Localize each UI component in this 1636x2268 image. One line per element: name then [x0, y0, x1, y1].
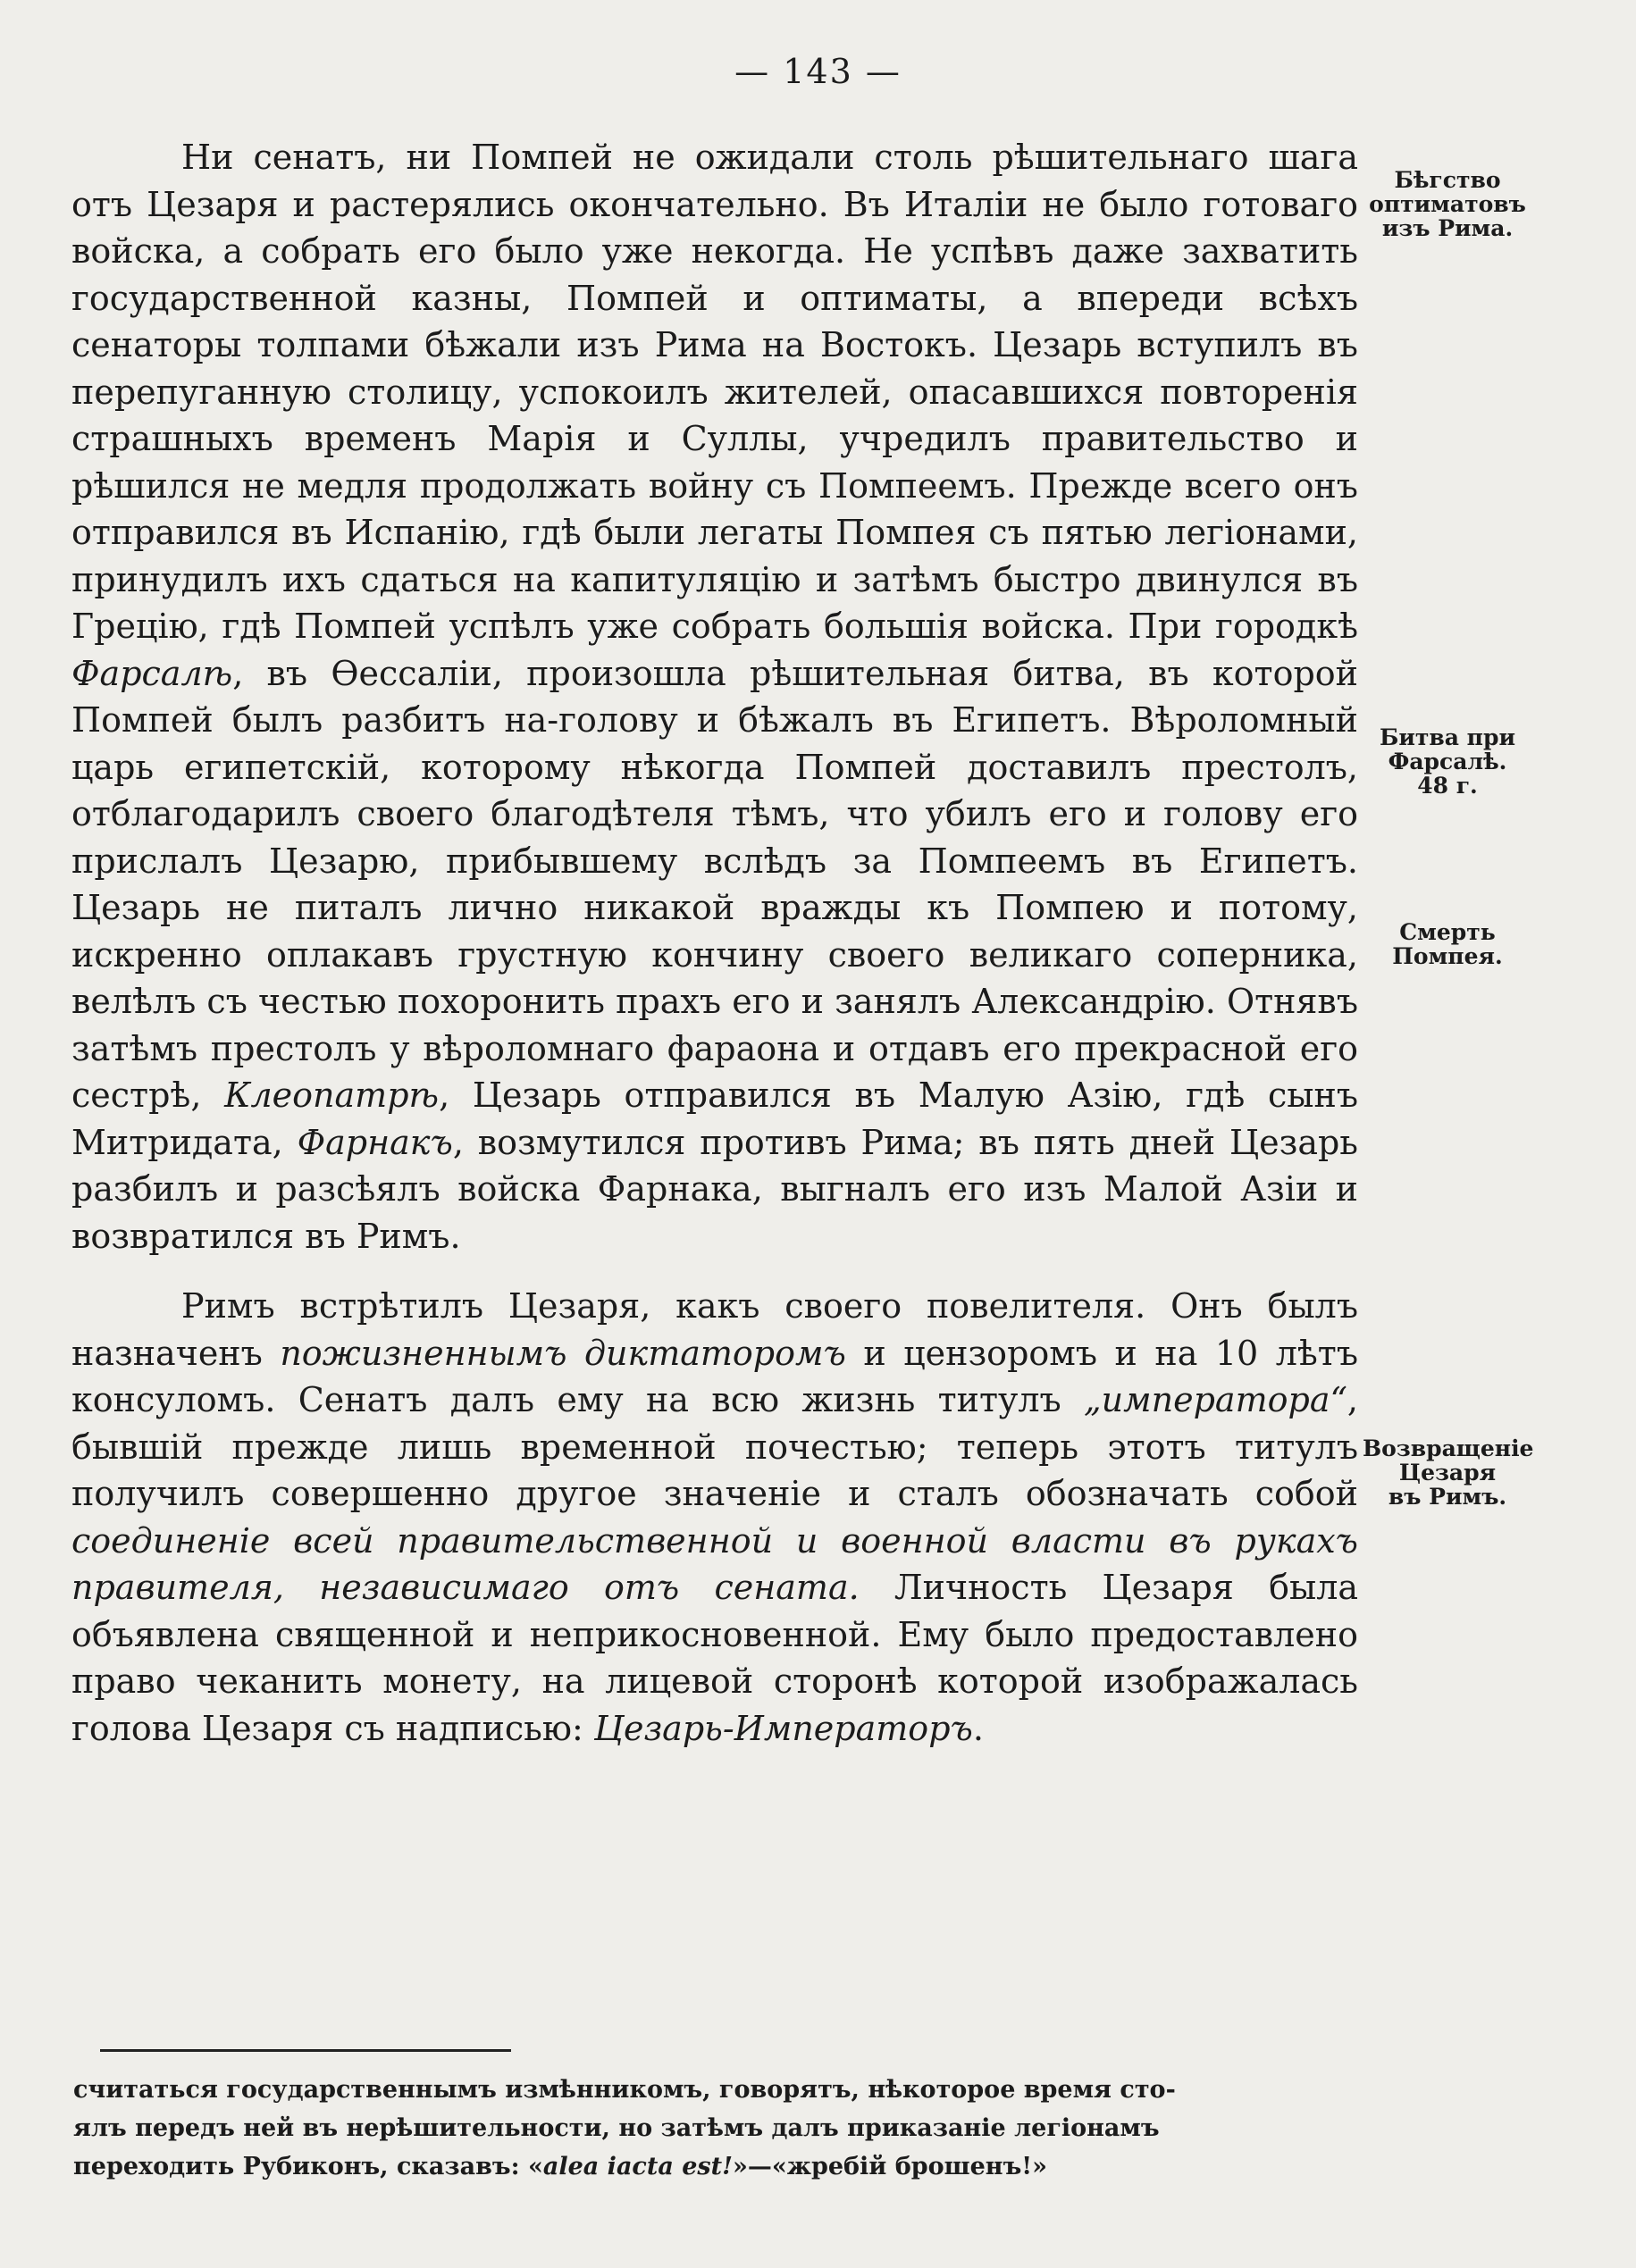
footnote-line: ялъ передъ ней въ нерѣшительности, но затѣмъ далъ приказаніе легіонамъ	[73, 2114, 1160, 2142]
italic-dictator: пожизненнымъ диктаторомъ	[280, 1333, 846, 1373]
italic-cleopatra: Клеопатрѣ	[224, 1075, 440, 1115]
footnote-line: переходить Рубиконъ, сказавъ: «alea iacta est!»—«жребій брошенъ!»	[73, 2153, 1048, 2180]
paragraph-flight-of-pompey: Ни сенатъ, ни Помпей не ожидали столь рѣшительнаго шага отъ Цезаря и растерялись окончательно. Въ Италіи не было готоваго войска, а собрать его было уже некогда. Не успѣвъ даже захватить государственной казны, Помпей и оптиматы, а впереди всѣхъ сенаторы толпами бѣжали изъ Рима на Востокъ. Цезарь вступилъ въ перепуганную столицу, успокоилъ жителей, опасавшихся повторенія страшныхъ временъ Марія и Суллы, учредилъ правительство и рѣшился не медля продолжать войну съ Помпеемъ. Прежде всего онъ отправился въ Испанію, гдѣ были легаты Помпея съ пятью легіонами, принудилъ ихъ сдаться на капитуляцію и затѣмъ быстро двинулся въ Грецію, гдѣ Помпей успѣлъ уже собрать большія войска. При городкѣ Фарсалѣ, въ Ѳессаліи, произошла рѣшительная битва, въ которой Помпей былъ разбитъ на-голову и бѣжалъ въ Египетъ. Вѣроломный царь египетскій, которому нѣкогда Помпей доставилъ престолъ, отблагодарилъ своего благодѣтеля тѣмъ, что убилъ его и голову его прислалъ Цезарю, прибывшему вслѣдъ за Помпеемъ въ Египетъ. Цезарь не питалъ лично никакой вражды къ Помпею и потому, искренно оплакавъ грустную кончину своего великаго соперника, велѣлъ съ честью похоронить прахъ его и занялъ Александрію. Отнявъ затѣмъ престолъ у вѣроломнаго фараона и отдавъ его прекрасной его сестрѣ, Клеопатрѣ, Цезарь отправился въ Малую Азію, гдѣ сынъ Митридата, Фарнакъ, возмутился противъ Рима; въ пять дней Цезарь разбилъ и разсѣялъ войска Фарнака, выгналъ его изъ Малой Азіи и возвратился въ Римъ.	[71, 138, 1358, 1256]
footnote	[73, 2071, 1360, 2186]
footnote-divider	[100, 2049, 511, 2052]
page-number: — 143 —	[734, 52, 902, 91]
italic-caesar-imperator: Цезарь-Императоръ	[593, 1708, 973, 1748]
paragraph-caesar-in-rome: Римъ встрѣтилъ Цезаря, какъ своего повелителя. Онъ былъ назначенъ пожизненнымъ диктаторомъ и цензоромъ и на 10 лѣтъ консуломъ. Сенатъ далъ ему на всю жизнь титулъ „императора“, бывшій прежде лишь временной почестью; теперь этотъ титулъ получилъ совершенно другое значеніе и сталъ обозначать собой соединеніе всей правительственной и военной власти въ рукахъ правителя, независимаго отъ сената. Личность Цезаря была объявлена священной и неприкосновенной. Ему было предоставлено право чеканить монету, на лицевой сторонѣ которой изображалась голова Цезаря съ надписью: Цезарь-Императоръ.	[71, 1286, 1358, 1748]
margin-note-return: Возвращеніе Цезаря въ Римъ.	[1363, 1435, 1534, 1510]
latin-phrase: alea iacta est!	[542, 2153, 733, 2180]
margin-note-pompey-death: Смерть Помпея.	[1392, 919, 1503, 969]
main-text	[71, 134, 1358, 1752]
margin-note-flight: Бѣгство оптиматовъ изъ Рима.	[1369, 167, 1526, 241]
italic-imperator: „императора“	[1083, 1380, 1347, 1419]
italic-power-union: соединеніе всей правительственной и военной власти въ рукахъ правителя, независимаго отъ сената.	[71, 1520, 1358, 1607]
italic-pharnaces: Фарнакъ	[297, 1122, 453, 1162]
italic-pharsalus: Фарсалѣ	[71, 653, 233, 693]
margin-note-pharsalus: Битва при Фарсалѣ. 48 г.	[1380, 724, 1515, 799]
footnote-line: считаться государственнымъ измѣнникомъ, говорятъ, нѣкоторое время сто-	[73, 2076, 1176, 2104]
